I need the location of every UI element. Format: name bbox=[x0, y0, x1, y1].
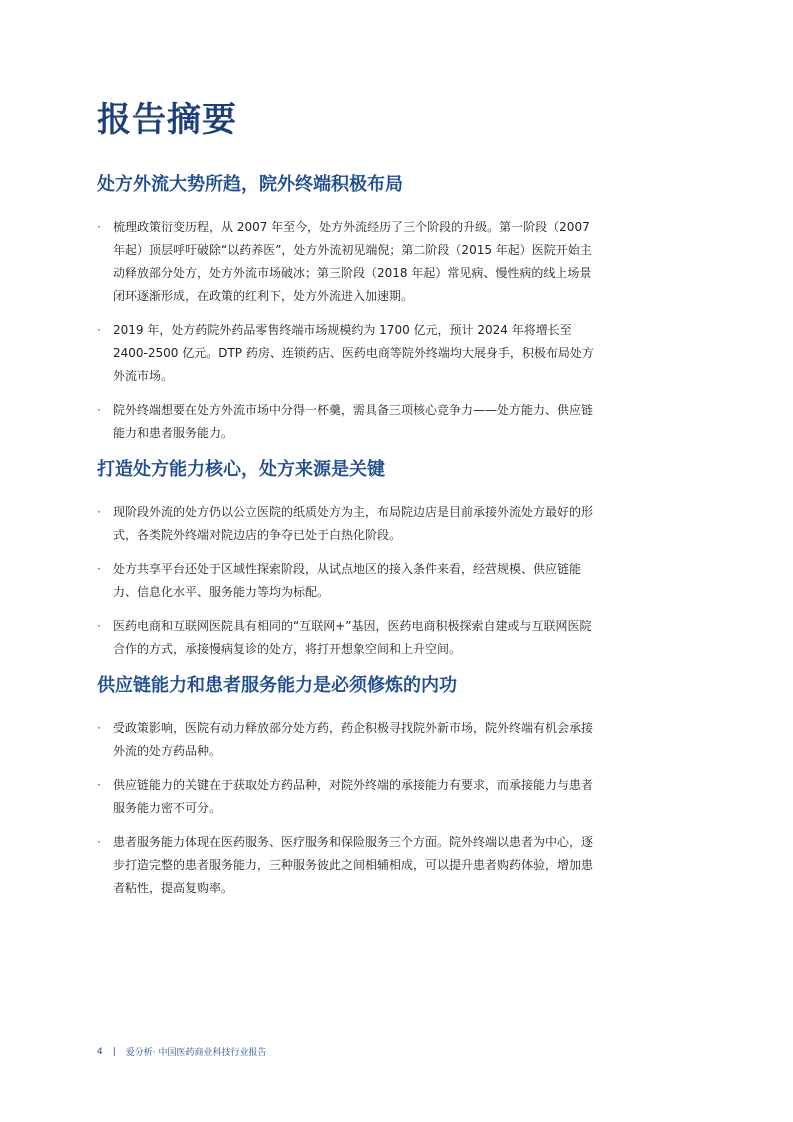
list-item bbox=[97, 501, 597, 547]
footer-separator: | bbox=[112, 1046, 116, 1057]
list-item bbox=[97, 319, 597, 388]
page-number: 4 bbox=[97, 1046, 103, 1057]
list-item bbox=[97, 399, 597, 445]
section-heading: 供应链能力和患者服务能力是必须修炼的内功 bbox=[97, 675, 457, 696]
bullet-text: 受政策影响，医院有动力释放部分处方药，药企积极寻找院外新市场，院外终端有机会承接外流的处方药品种。 bbox=[113, 721, 594, 758]
bullet-text: 现阶段外流的处方仍以公立医院的纸质处方为主，布局院边店是目前承接外流处方最好的形式，各类院外终端对院边店的争夺已处于白热化阶段。 bbox=[113, 505, 594, 542]
bullet-text: 2019 年，处方药院外药品零售终端市场规模约为 1700 亿元，预计 2024 年将增长至 2400-2500 亿元。DTP 药房、连锁药店、医药电商等院外终端均大展身手，积极布局处方外流市场。 bbox=[113, 323, 594, 383]
bullet-list bbox=[97, 717, 597, 900]
bullet-marker: · bbox=[97, 323, 101, 337]
bullet-marker: · bbox=[97, 835, 101, 849]
page-footer bbox=[97, 1045, 267, 1058]
bullet-marker: · bbox=[97, 505, 101, 519]
bullet-text: 院外终端想要在处方外流市场中分得一杯羹，需具备三项核心竞争力——处方能力、供应链能力和患者服务能力。 bbox=[113, 403, 594, 440]
bullet-list bbox=[97, 216, 597, 445]
section-supply-chain-service bbox=[97, 671, 597, 900]
bullet-marker: · bbox=[97, 220, 101, 234]
list-item bbox=[97, 831, 597, 900]
list-item bbox=[97, 774, 597, 820]
section-heading: 处方外流大势所趋，院外终端积极布局 bbox=[97, 174, 403, 195]
bullet-marker: · bbox=[97, 403, 101, 417]
page-title: 报告摘要 bbox=[97, 100, 237, 140]
footer-text: 爱分析· 中国医药商业科技行业报告 bbox=[125, 1048, 267, 1058]
list-item bbox=[97, 717, 597, 763]
bullet-text: 梳理政策衍变历程，从 2007 年至今，处方外流经历了三个阶段的升级。第一阶段（2007 年起）顶层呼吁破除“以药养医”，处方外流初见端倪；第二阶段（2015 年起）医院开始主动释放部分处方，处方外流市场破冰；第三阶段（2018 年起）常见病、慢性病的线上场景闭环逐渐形成，在政策的红利下，处方外流进入加速期。 bbox=[113, 220, 592, 303]
bullet-text: 处方共享平台还处于区域性探索阶段，从试点地区的接入条件来看，经营规模、供应链能力、信息化水平、服务能力等均为标配。 bbox=[113, 562, 582, 599]
list-item bbox=[97, 558, 597, 604]
bullet-marker: · bbox=[97, 778, 101, 792]
section-prescription-capability bbox=[97, 455, 597, 661]
section-prescription-outflow bbox=[97, 170, 597, 445]
bullet-text: 医药电商和互联网医院具有相同的“互联网+”基因，医药电商积极探索自建或与互联网医院合作的方式，承接慢病复诊的处方，将打开想象空间和上升空间。 bbox=[113, 619, 592, 656]
bullet-text: 供应链能力的关键在于获取处方药品种，对院外终端的承接能力有要求，而承接能力与患者服务能力密不可分。 bbox=[113, 778, 594, 815]
bullet-list bbox=[97, 501, 597, 661]
bullet-marker: · bbox=[97, 562, 101, 576]
list-item bbox=[97, 615, 597, 661]
bullet-text: 患者服务能力体现在医药服务、医疗服务和保险服务三个方面。院外终端以患者为中心，逐步打造完整的患者服务能力，三种服务彼此之间相辅相成，可以提升患者购药体验，增加患者粘性，提高复购率。 bbox=[113, 835, 594, 895]
list-item bbox=[97, 216, 597, 308]
bullet-marker: · bbox=[97, 619, 101, 633]
bullet-marker: · bbox=[97, 721, 101, 735]
section-heading: 打造处方能力核心，处方来源是关键 bbox=[97, 459, 385, 480]
summary-content bbox=[97, 170, 597, 900]
